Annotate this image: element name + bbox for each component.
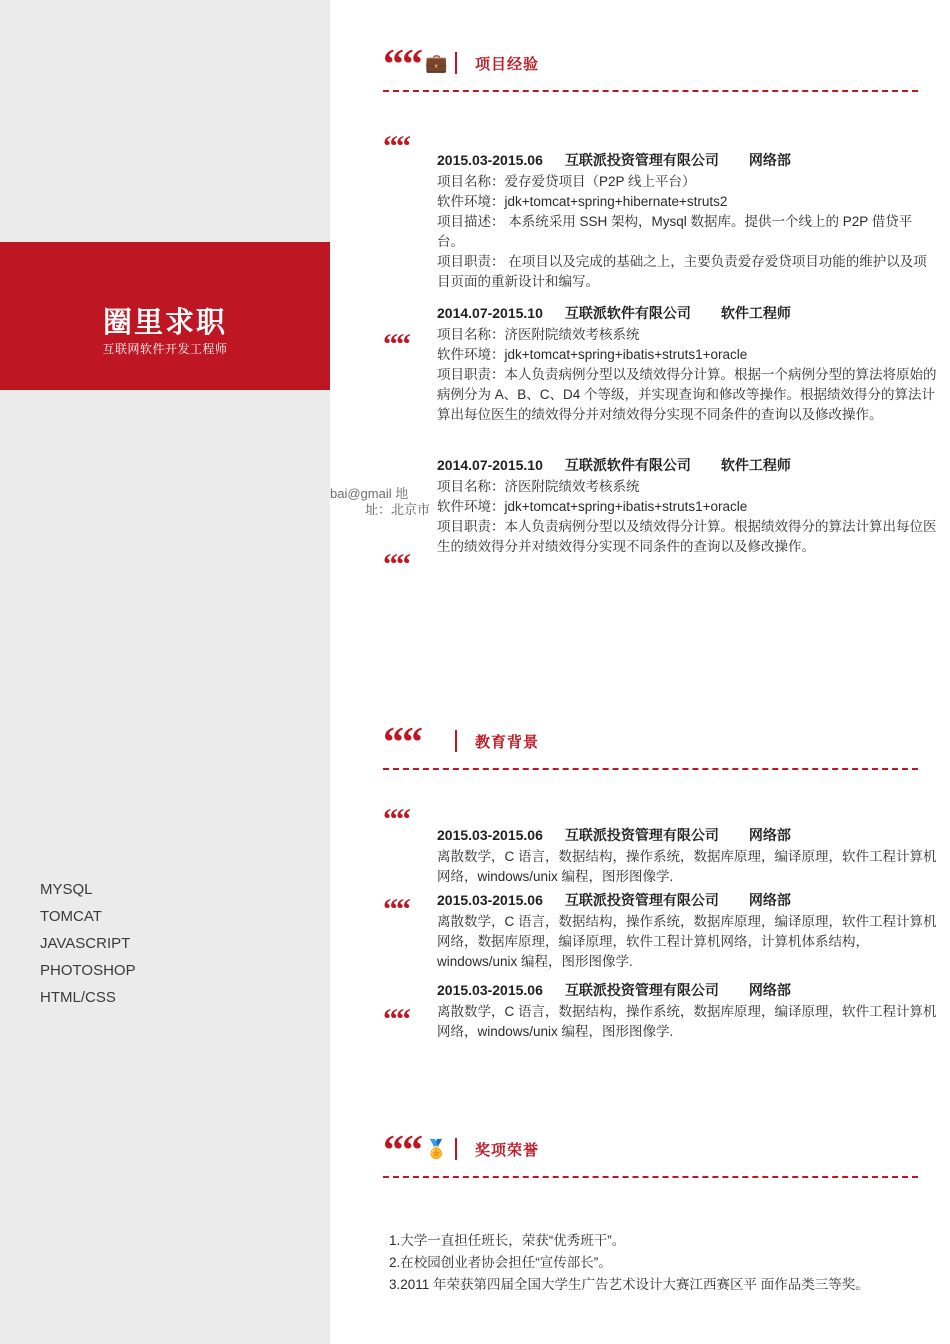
quote-mark-icon: ““ (383, 42, 421, 88)
header-divider (455, 52, 457, 74)
entry-date: 2015.03-2015.06 (437, 892, 543, 908)
entry-title-line (437, 980, 937, 1000)
skill-item: HTML/CSS (40, 989, 116, 1006)
entry-dept: 网络部 (748, 982, 791, 998)
entry-title-line (437, 303, 937, 323)
section-title: 项目经验 (475, 56, 540, 73)
skill-item: TOMCAT (40, 908, 102, 925)
entry-title-line (437, 890, 937, 910)
entry-line: 项目职责：本人负责病例分型以及绩效得分计算。根据一个病例分型的算法将原始的病例分为 A、B、C、D4 个等级，并实现查询和修改等操作。根据绩效得分的算法计算出每位医生的绩效得分并对绩效得分实现不同条件的查询以及修改操作。 (437, 367, 937, 422)
section-rule (383, 90, 918, 92)
award-item: 1.大学一直担任班长，荣获“优秀班干”。 (389, 1233, 626, 1248)
entry-line: 软件环境：jdk+tomcat+spring+ibatis+struts1+oracle (437, 347, 748, 362)
entry-company: 互联派软件有限公司 (564, 457, 691, 473)
entry-line: 项目名称：济医附院绩效考核系统 (437, 327, 640, 342)
header-divider (455, 1138, 457, 1160)
entry-line: 项目职责：本人负责病例分型以及绩效得分计算。根据绩效得分的算法计算出每位医生的绩效得分并对绩效得分实现不同条件的查询以及修改操作。 (437, 519, 937, 554)
entry-quote-icon: ““ (383, 130, 409, 163)
candidate-title: 互联网软件开发工程师 (102, 342, 228, 356)
entry-dept: 网络部 (748, 152, 791, 168)
section-title: 奖项荣誉 (475, 1142, 540, 1159)
entry-quote-icon: ““ (383, 548, 409, 581)
entry-title-line (437, 150, 937, 170)
entry-company: 互联派软件有限公司 (564, 305, 691, 321)
entry-company: 互联派投资管理有限公司 (564, 982, 719, 998)
entry-company: 互联派投资管理有限公司 (564, 152, 719, 168)
project-entry-1 (437, 150, 937, 292)
sidebar (0, 0, 330, 1344)
skills-list (40, 876, 310, 1011)
entry-dept: 软件工程师 (720, 457, 791, 473)
entry-date: 2014.07-2015.10 (437, 457, 543, 473)
quote-mark-icon: ““ (383, 720, 421, 766)
awards-list (389, 1230, 919, 1296)
entry-quote-icon: ““ (383, 803, 409, 836)
project-entry-2 (437, 303, 937, 425)
education-entry-1 (437, 825, 937, 887)
skill-item: JAVASCRIPT (40, 935, 131, 952)
entry-quote-icon: ““ (383, 1003, 409, 1036)
entry-line: 离散数学，C 语言，数据结构，操作系统，数据库原理，编译原理，软件工程计算机网络，windows/unix 编程，图形图像学. (437, 1004, 937, 1039)
award-item: 2.在校园创业者协会担任“宣传部长”。 (389, 1255, 612, 1270)
skill-item: PHOTOSHOP (40, 962, 136, 979)
entry-dept: 网络部 (748, 827, 791, 843)
entry-date: 2015.03-2015.06 (437, 827, 543, 843)
education-entry-2 (437, 890, 937, 972)
content-column (330, 0, 950, 1344)
entry-date: 2014.07-2015.10 (437, 305, 543, 321)
entry-company: 互联派投资管理有限公司 (564, 892, 719, 908)
entry-title-line (437, 825, 937, 845)
education-entry-3 (437, 980, 937, 1042)
section-rule (383, 1176, 918, 1178)
contact-address: 址：北京市 (365, 502, 431, 517)
entry-company: 互联派投资管理有限公司 (564, 827, 719, 843)
entry-line: 项目描述： 本系统采用 SSH 架构，Mysql 数据库。提供一个线上的 P2P 借贷平台。 (437, 214, 913, 249)
entry-dept: 软件工程师 (720, 305, 791, 321)
entry-line: 项目名称：济医附院绩效考核系统 (437, 479, 640, 494)
section-title: 教育背景 (475, 734, 540, 751)
entry-line: 离散数学，C 语言，数据结构，操作系统，数据库原理，编译原理，软件工程计算机网络，数据库原理，编译原理，软件工程计算机网络，计算机体系结构，windows/unix 编程，图形图像学. (437, 914, 937, 969)
entry-line: 项目职责： 在项目以及完成的基础之上，主要负责爱存爱贷项目功能的维护以及项目页面的重新设计和编写。 (437, 254, 927, 289)
name-band (0, 242, 330, 390)
header-divider (455, 730, 457, 752)
entry-date: 2015.03-2015.06 (437, 152, 543, 168)
section-rule (383, 768, 918, 770)
medal-icon: 🏅 (425, 1139, 448, 1159)
contact-email: bai@gmail 地 (330, 486, 409, 501)
entry-line: 软件环境：jdk+tomcat+spring+hibernate+struts2 (437, 194, 728, 209)
candidate-name: 圈里求职 (102, 307, 227, 339)
entry-title-line (437, 455, 937, 475)
entry-dept: 网络部 (748, 892, 791, 908)
project-entry-3 (437, 455, 937, 557)
entry-line: 离散数学，C 语言，数据结构，操作系统，数据库原理，编译原理，软件工程计算机网络，windows/unix 编程，图形图像学. (437, 849, 937, 884)
entry-quote-icon: ““ (383, 328, 409, 361)
entry-quote-icon: ““ (383, 893, 409, 926)
briefcase-icon: 💼 (425, 53, 448, 73)
quote-mark-icon: ““ (383, 1128, 421, 1174)
award-item: 3.2011 年荣获第四届全国大学生广告艺术设计大赛江西赛区平 面作品类三等奖。 (389, 1277, 869, 1292)
skill-item: MYSQL (40, 881, 93, 898)
entry-date: 2015.03-2015.06 (437, 982, 543, 998)
entry-line: 软件环境：jdk+tomcat+spring+ibatis+struts1+oracle (437, 499, 748, 514)
entry-line: 项目名称：爱存爱贷项目（P2P 线上平台） (437, 174, 696, 189)
